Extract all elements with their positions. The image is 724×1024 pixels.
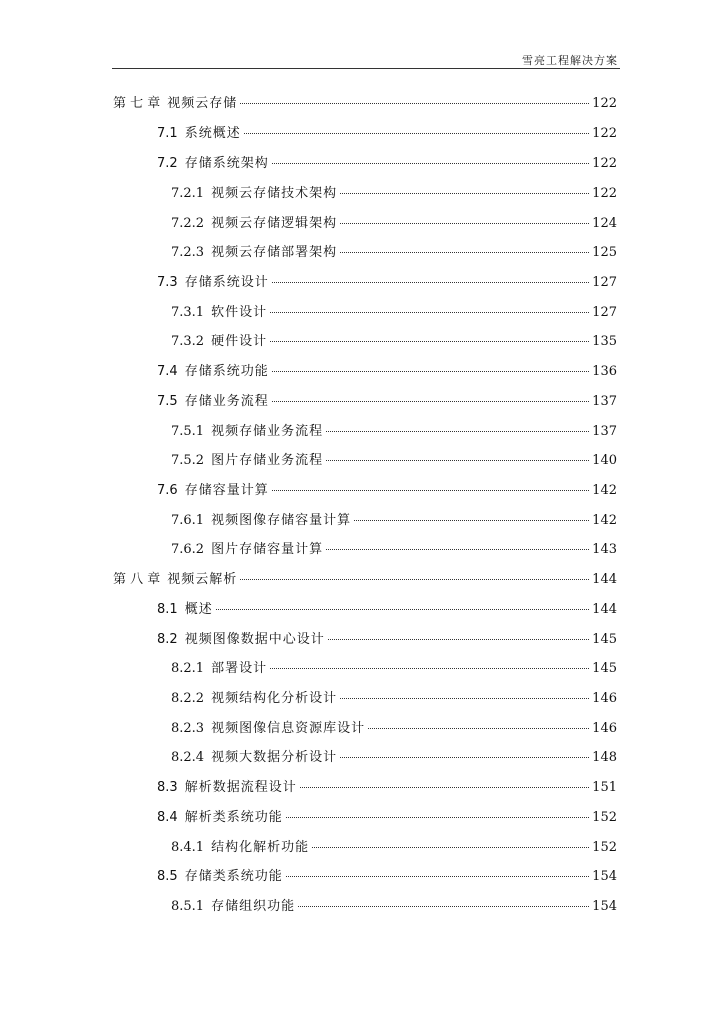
toc-entry-subsection[interactable] (171, 657, 617, 677)
toc-entry-number: 7.6 (157, 483, 178, 498)
toc-entry-label (157, 390, 269, 409)
toc-entry-number: 7.1 (157, 126, 178, 141)
toc-entry-number: 7.3.2 (171, 334, 205, 349)
toc-entry-subsection[interactable] (171, 717, 617, 737)
toc-entry-page: 127 (592, 275, 617, 290)
toc-entry-text: 视频存储业务流程 (211, 424, 324, 439)
toc-entry-text: 存储系统设计 (184, 275, 269, 290)
toc-entry-page: 154 (592, 869, 617, 884)
toc-dot-leader (326, 459, 589, 461)
toc-entry-text: 图片存储容量计算 (211, 542, 324, 557)
toc-entry-page: 127 (592, 305, 617, 320)
toc-entry-label (157, 865, 283, 884)
toc-entry-subsection[interactable] (171, 895, 617, 915)
toc-entry-number: 8.5 (157, 869, 178, 884)
toc-entry-page: 122 (592, 186, 617, 201)
toc-entry-label (171, 182, 337, 201)
toc-entry-text: 视频图像存储容量计算 (211, 513, 352, 528)
toc-entry-label (171, 717, 365, 736)
toc-dot-leader (270, 311, 589, 313)
toc-entry-text: 视频云存储部署架构 (211, 245, 338, 260)
toc-entry-page: 137 (592, 394, 617, 409)
toc-entry-text: 存储系统架构 (184, 156, 269, 171)
toc-entry-section[interactable] (157, 122, 617, 142)
toc-entry-text: 结构化解析功能 (211, 840, 310, 855)
toc-entry-number: 8.2 (157, 632, 178, 647)
toc-entry-number: 8.5.1 (171, 899, 205, 914)
toc-entry-number: 8.4.1 (171, 840, 205, 855)
toc-entry-section[interactable] (157, 865, 617, 885)
toc-entry-page: 146 (592, 721, 617, 736)
toc-entry-label (171, 420, 323, 439)
toc-dot-leader (272, 489, 589, 491)
toc-entry-label (171, 836, 309, 855)
toc-entry-text: 硬件设计 (211, 334, 268, 349)
toc-entry-section[interactable] (157, 360, 617, 380)
toc-entry-label (157, 479, 269, 498)
toc-dot-leader (326, 430, 589, 432)
toc-entry-number: 第 七 章 (113, 96, 161, 111)
toc-entry-label (171, 301, 267, 320)
toc-dot-leader (286, 875, 589, 877)
toc-dot-leader (312, 846, 589, 848)
toc-entry-section[interactable] (157, 152, 617, 172)
toc-entry-text: 图片存储业务流程 (211, 453, 324, 468)
toc-entry-text: 概述 (184, 602, 213, 617)
toc-entry-page: 152 (592, 840, 617, 855)
toc-dot-leader (298, 905, 589, 907)
toc-entry-number: 第 八 章 (113, 572, 161, 587)
toc-entry-subsection[interactable] (171, 449, 617, 469)
toc-dot-leader (240, 102, 589, 104)
toc-entry-number: 8.1 (157, 602, 178, 617)
toc-entry-page: 122 (592, 156, 617, 171)
toc-entry-page: 145 (592, 661, 617, 676)
toc-entry-label (171, 449, 323, 468)
toc-dot-leader (272, 370, 589, 372)
toc-entry-label (171, 509, 351, 528)
toc-entry-subsection[interactable] (171, 241, 617, 261)
toc-entry-number: 7.3 (157, 275, 178, 290)
toc-dot-leader (216, 608, 589, 610)
toc-entry-label (157, 598, 213, 617)
toc-dot-leader (272, 162, 589, 164)
toc-entry-section[interactable] (157, 271, 617, 291)
toc-entry-number: 8.2.2 (171, 691, 205, 706)
toc-entry-subsection[interactable] (171, 420, 617, 440)
toc-entry-subsection[interactable] (171, 746, 617, 766)
toc-entry-number: 8.2.1 (171, 661, 205, 676)
toc-entry-label (157, 360, 269, 379)
toc-entry-page: 151 (592, 780, 617, 795)
toc-entry-subsection[interactable] (171, 538, 617, 558)
toc-entry-page: 125 (592, 245, 617, 260)
toc-entry-text: 视频图像信息资源库设计 (211, 721, 366, 736)
toc-entry-page: 136 (592, 364, 617, 379)
toc-dot-leader (272, 281, 589, 283)
toc-entry-number: 7.2 (157, 156, 178, 171)
toc-entry-page: 137 (592, 424, 617, 439)
toc-entry-page: 124 (592, 216, 617, 231)
toc-dot-leader (270, 667, 589, 669)
toc-dot-leader (354, 519, 589, 521)
toc-entry-text: 系统概述 (184, 126, 241, 141)
header-divider (112, 68, 620, 69)
toc-entry-page: 140 (592, 453, 617, 468)
toc-entry-number: 8.3 (157, 780, 178, 795)
toc-entry-subsection[interactable] (171, 182, 617, 202)
toc-entry-label (157, 776, 297, 795)
toc-entry-label (171, 746, 337, 765)
toc-entry-subsection[interactable] (171, 687, 617, 707)
toc-entry-section[interactable] (157, 598, 617, 618)
toc-entry-text: 视频图像数据中心设计 (184, 632, 325, 647)
toc-dot-leader (326, 548, 589, 550)
toc-entry-label (157, 806, 283, 825)
toc-entry-section[interactable] (157, 806, 617, 826)
toc-entry-page: 122 (592, 126, 617, 141)
toc-entry-text: 视频云解析 (167, 572, 238, 587)
toc-entry-label (157, 271, 269, 290)
toc-entry-label (113, 92, 237, 111)
toc-entry-number: 7.6.1 (171, 513, 205, 528)
toc-entry-text: 软件设计 (211, 305, 268, 320)
toc-entry-label (157, 122, 241, 141)
page-header-title: 雪亮工程解决方案 (522, 54, 618, 67)
toc-entry-label (171, 538, 323, 557)
toc-entry-number: 7.2.2 (171, 216, 205, 231)
toc-dot-leader (340, 192, 589, 194)
toc-entry-number: 7.2.1 (171, 186, 205, 201)
toc-dot-leader (368, 727, 589, 729)
toc-entry-section[interactable] (157, 390, 617, 410)
toc-entry-page: 146 (592, 691, 617, 706)
toc-entry-subsection[interactable] (171, 836, 617, 856)
toc-entry-chapter[interactable] (113, 92, 617, 112)
toc-entry-page: 152 (592, 810, 617, 825)
toc-entry-text: 存储组织功能 (211, 899, 296, 914)
toc-dot-leader (286, 816, 589, 818)
toc-entry-text: 视频结构化分析设计 (211, 691, 338, 706)
toc-entry-label (171, 657, 267, 676)
toc-dot-leader (240, 578, 589, 580)
toc-dot-leader (340, 222, 589, 224)
toc-entry-text: 部署设计 (211, 661, 268, 676)
toc-entry-number: 7.4 (157, 364, 178, 379)
toc-entry-text: 存储业务流程 (184, 394, 269, 409)
toc-entry-number: 8.4 (157, 810, 178, 825)
toc-dot-leader (340, 251, 589, 253)
toc-entry-label (171, 212, 337, 231)
toc-entry-number: 7.6.2 (171, 542, 205, 557)
toc-entry-text: 视频大数据分析设计 (211, 750, 338, 765)
toc-entry-number: 7.5.1 (171, 424, 205, 439)
toc-entry-label (157, 628, 325, 647)
toc-entry-page: 144 (592, 572, 617, 587)
toc-entry-label (113, 568, 237, 587)
toc-entry-number: 7.5.2 (171, 453, 205, 468)
toc-entry-label (157, 152, 269, 171)
toc-entry-page: 135 (592, 334, 617, 349)
toc-entry-label (171, 895, 295, 914)
toc-entry-label (171, 687, 337, 706)
toc-dot-leader (272, 400, 589, 402)
toc-entry-text: 视频云存储 (167, 96, 238, 111)
toc-entry-page: 142 (592, 513, 617, 528)
toc-entry-page: 145 (592, 632, 617, 647)
toc-dot-leader (340, 697, 589, 699)
toc-entry-number: 7.3.1 (171, 305, 205, 320)
toc-entry-text: 解析类系统功能 (184, 810, 283, 825)
toc-entry-section[interactable] (157, 479, 617, 499)
toc-entry-number: 7.2.3 (171, 245, 205, 260)
toc-entry-section[interactable] (157, 628, 617, 648)
toc-entry-text: 解析数据流程设计 (184, 780, 297, 795)
toc-entry-page: 143 (592, 542, 617, 557)
toc-entry-page: 148 (592, 750, 617, 765)
toc-dot-leader (244, 132, 589, 134)
toc-entry-text: 存储类系统功能 (184, 869, 283, 884)
toc-entry-page: 154 (592, 899, 617, 914)
toc-entry-text: 存储系统功能 (184, 364, 269, 379)
toc-entry-number: 8.2.4 (171, 750, 205, 765)
toc-dot-leader (340, 756, 589, 758)
toc-entry-subsection[interactable] (171, 301, 617, 321)
toc-entry-subsection[interactable] (171, 212, 617, 232)
toc-entry-section[interactable] (157, 776, 617, 796)
toc-entry-page: 122 (592, 96, 617, 111)
toc-entry-number: 8.2.3 (171, 721, 205, 736)
toc-entry-page: 144 (592, 602, 617, 617)
toc-entry-subsection[interactable] (171, 330, 617, 350)
toc-dot-leader (300, 786, 589, 788)
toc-entry-text: 存储容量计算 (184, 483, 269, 498)
toc-entry-page: 142 (592, 483, 617, 498)
toc-entry-text: 视频云存储技术架构 (211, 186, 338, 201)
toc-entry-text: 视频云存储逻辑架构 (211, 216, 338, 231)
toc-entry-chapter[interactable] (113, 568, 617, 588)
toc-dot-leader (328, 638, 589, 640)
toc-entry-label (171, 330, 267, 349)
toc-entry-label (171, 241, 337, 260)
toc-entry-number: 7.5 (157, 394, 178, 409)
toc-entry-subsection[interactable] (171, 509, 617, 529)
toc-dot-leader (270, 340, 589, 342)
